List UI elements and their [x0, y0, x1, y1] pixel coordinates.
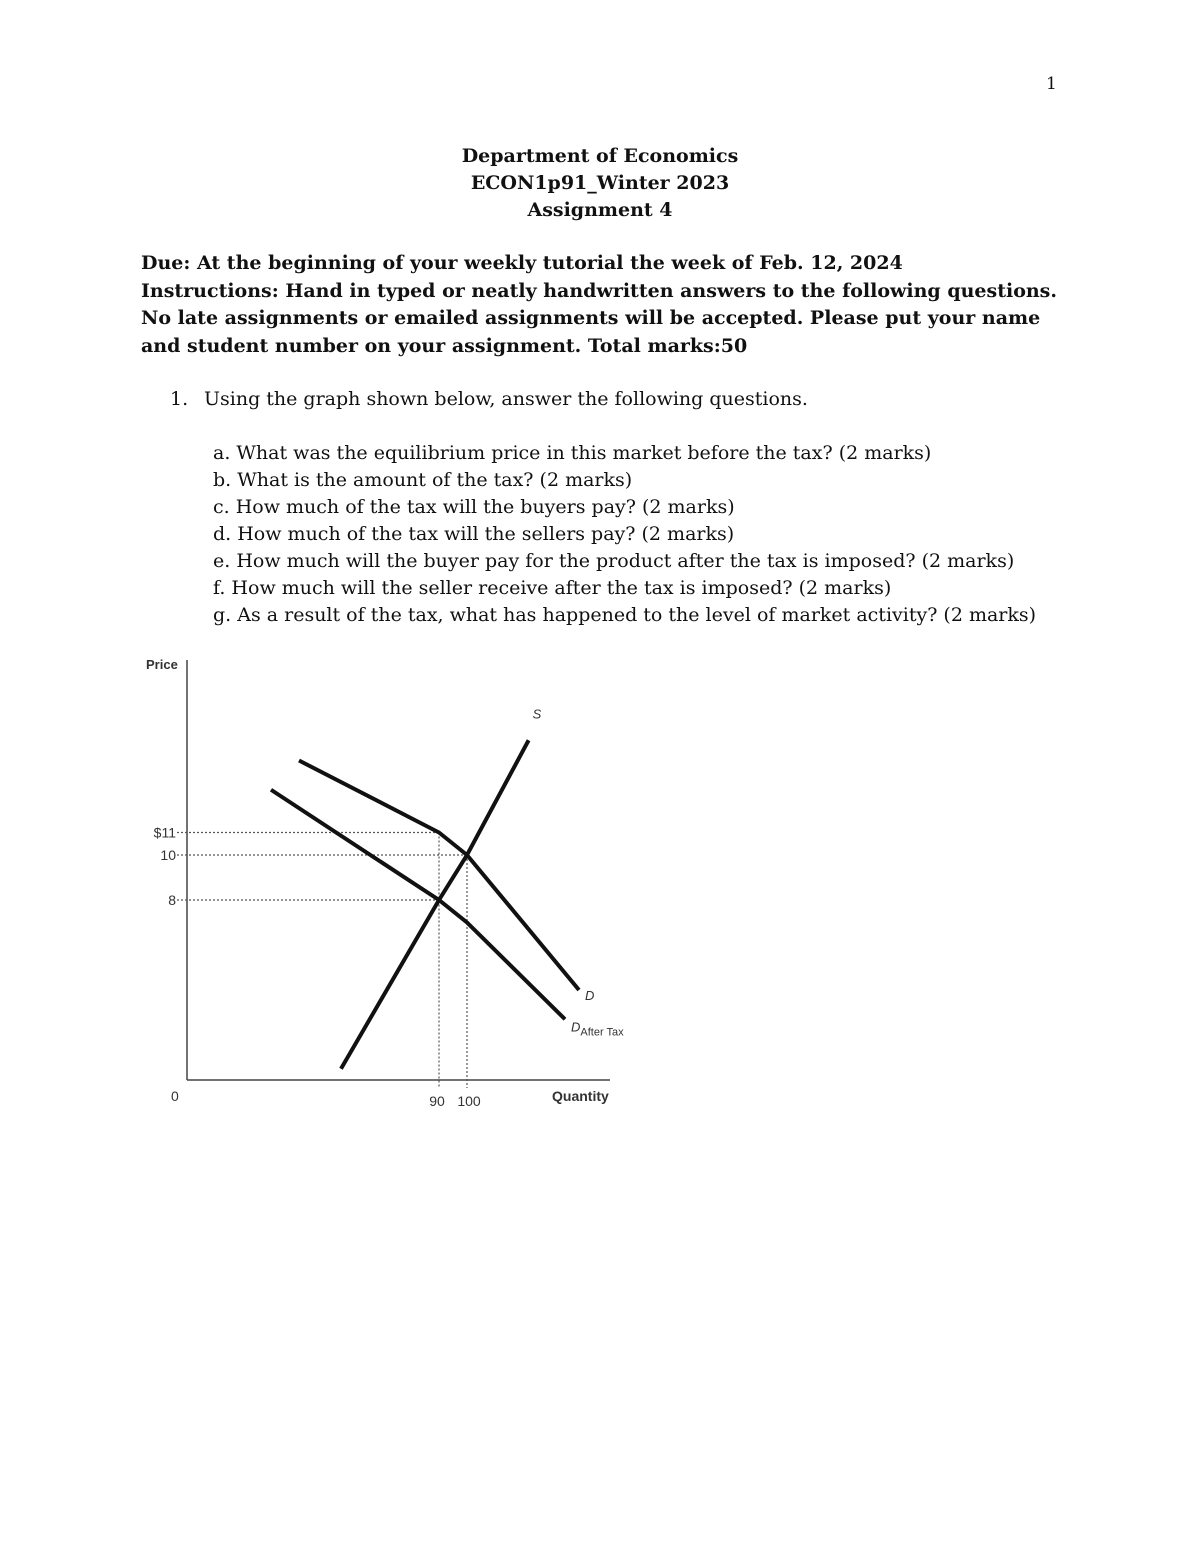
- question-text: Using the graph shown below, answer the following questions.: [204, 388, 808, 410]
- y-axis-label: Price: [146, 657, 178, 672]
- question-part: b. What is the amount of the tax? (2 marks): [213, 469, 633, 491]
- question-part: c. How much of the tax will the buyers pay? (2 marks): [213, 496, 735, 518]
- document-header: [0, 143, 1200, 224]
- question-parts: [213, 440, 1036, 629]
- demand-after-tax-label: [571, 1019, 624, 1038]
- x-tick-label: 90: [429, 1093, 445, 1109]
- question-part: g. As a result of the tax, what has happened to the level of market activity? (2 marks): [213, 604, 1037, 626]
- due-date: Due: At the beginning of your weekly tutorial the week of Feb. 12, 2024: [141, 252, 903, 274]
- demand-after-tax-subscript: After Tax: [580, 1026, 624, 1039]
- x-axis-label: Quantity: [552, 1088, 609, 1104]
- y-tick-label: 10: [160, 847, 176, 863]
- page-number: 1: [1046, 74, 1057, 94]
- supply-demand-chart: [130, 645, 630, 1125]
- assignment-title: Assignment 4: [527, 199, 673, 221]
- question-part: a. What was the equilibrium price in this market before the tax? (2 marks): [213, 442, 932, 464]
- question-part: f. How much will the seller receive after the tax is imposed? (2 marks): [213, 577, 892, 599]
- y-tick-label: $11: [153, 824, 176, 841]
- demand-after-tax-letter: D: [571, 1019, 581, 1035]
- x-tick-label: 100: [457, 1093, 481, 1109]
- demand-curve: [299, 761, 579, 991]
- question-part: e. How much will the buyer pay for the product after the tax is imposed? (2 marks): [213, 550, 1015, 572]
- question-1: [170, 386, 808, 413]
- department-title: Department of Economics: [461, 145, 739, 167]
- instructions-block: [141, 250, 1081, 360]
- supply-curve: [341, 740, 529, 1069]
- origin-label: 0: [171, 1088, 179, 1104]
- demand-after-tax-curve: [271, 790, 565, 1020]
- question-part: d. How much of the tax will the sellers pay? (2 marks): [213, 523, 735, 545]
- course-title: ECON1p91_Winter 2023: [470, 172, 730, 194]
- y-tick-label: 8: [168, 892, 176, 908]
- demand-label: D: [585, 988, 595, 1003]
- instructions-text: Instructions: Hand in typed or neatly handwritten answers to the following questions. No late assignments or emailed assignments will be accepted. Please put your name and student number on your assignment. Total marks:50: [141, 279, 1057, 357]
- supply-label: S: [532, 706, 542, 722]
- question-number: 1.: [170, 388, 189, 410]
